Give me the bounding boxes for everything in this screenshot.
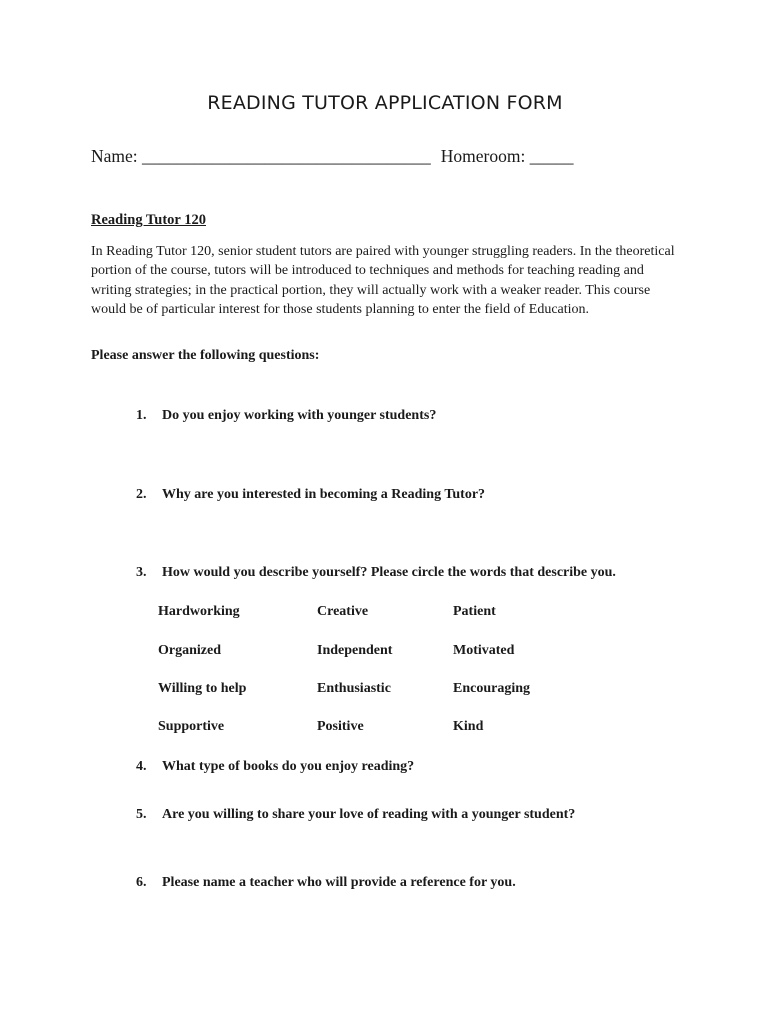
question-5 bbox=[136, 807, 575, 823]
word-option[interactable]: Patient bbox=[453, 604, 496, 619]
question-2 bbox=[136, 487, 485, 503]
word-option[interactable]: Supportive bbox=[158, 719, 225, 734]
word-option[interactable]: Creative bbox=[317, 604, 369, 619]
question-4 bbox=[136, 759, 414, 775]
word-option[interactable]: Positive bbox=[317, 719, 364, 734]
word-option[interactable]: Motivated bbox=[453, 643, 515, 658]
word-option[interactable]: Independent bbox=[317, 643, 393, 658]
word-option[interactable]: Organized bbox=[158, 643, 221, 658]
question-number: 3. bbox=[136, 565, 147, 580]
word-option[interactable]: Willing to help bbox=[158, 681, 247, 696]
question-text: How would you describe yourself? Please circle the words that describe you. bbox=[162, 565, 616, 580]
section-heading: Reading Tutor 120 bbox=[91, 212, 206, 228]
question-text: Do you enjoy working with younger students? bbox=[162, 408, 437, 423]
questions-prompt: Please answer the following questions: bbox=[91, 348, 320, 363]
course-description: In Reading Tutor 120, senior student tutors are paired with younger struggling readers. In the theoretical portion of the course, tutors will be introduced to techniques and methods for teaching reading and writing strategies; in the practical portion, they will actually work with a weaker reader. This course would be of particular interest for those students planning to enter the field of Education. bbox=[91, 244, 675, 318]
question-1 bbox=[136, 408, 436, 424]
word-option[interactable]: Kind bbox=[453, 719, 484, 734]
question-text: Please name a teacher who will provide a reference for you. bbox=[162, 875, 516, 890]
question-3 bbox=[136, 565, 616, 581]
question-text: Why are you interested in becoming a Reading Tutor? bbox=[162, 487, 486, 502]
word-option[interactable]: Encouraging bbox=[453, 681, 531, 696]
question-number: 5. bbox=[136, 807, 147, 822]
question-text: Are you willing to share your love of reading with a younger student? bbox=[162, 807, 576, 822]
form-title: READING TUTOR APPLICATION FORM bbox=[207, 92, 563, 114]
question-number: 1. bbox=[136, 408, 147, 423]
word-option[interactable]: Hardworking bbox=[158, 604, 240, 619]
homeroom-field[interactable]: Homeroom: _____ bbox=[440, 146, 574, 166]
word-option[interactable]: Enthusiastic bbox=[317, 681, 391, 696]
question-text: What type of books do you enjoy reading? bbox=[162, 759, 415, 774]
question-number: 4. bbox=[136, 759, 147, 774]
question-number: 6. bbox=[136, 875, 147, 890]
name-field[interactable]: Name: _________________________________ bbox=[91, 146, 431, 166]
question-number: 2. bbox=[136, 487, 147, 502]
name-homeroom-row bbox=[91, 146, 573, 167]
question-6 bbox=[136, 875, 516, 891]
